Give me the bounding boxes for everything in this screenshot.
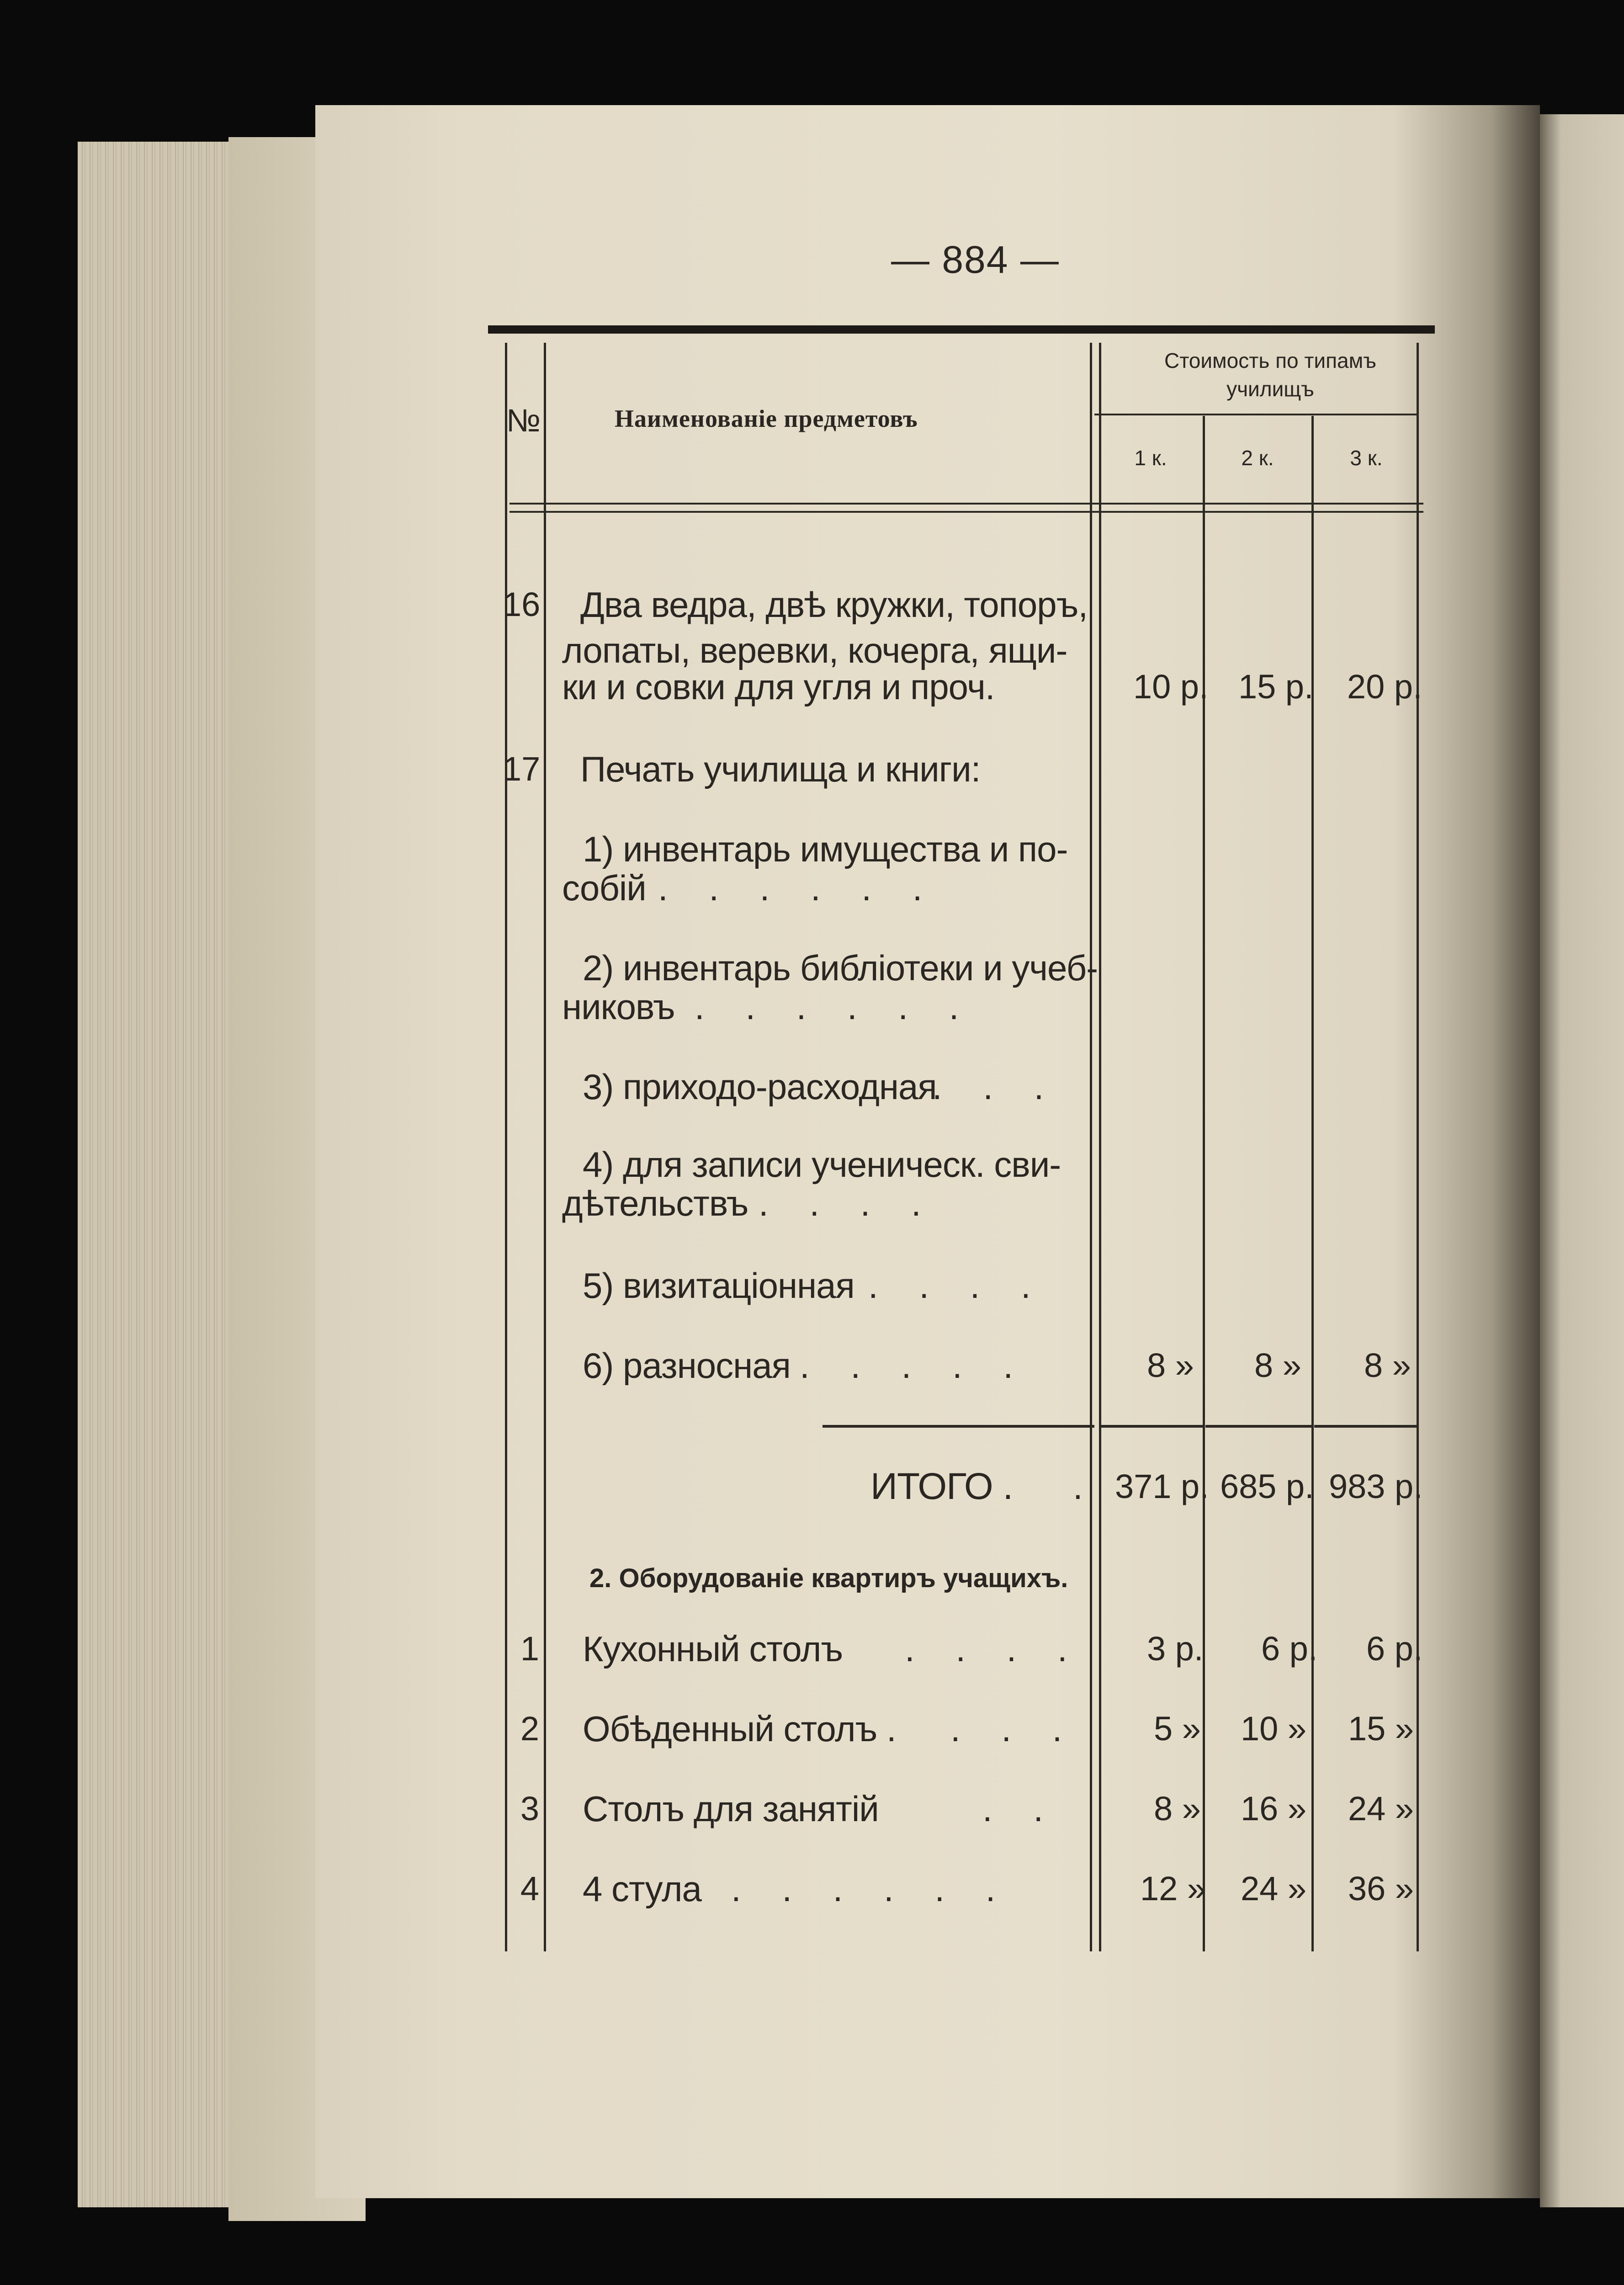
item-text-line: Два ведра, двѣ кружки, топоръ, [580, 585, 1088, 625]
price-3k: 6 р. [1366, 1630, 1423, 1668]
header-item-name: Наименованіе предметовъ [615, 405, 918, 432]
total-rule [823, 1425, 1094, 1428]
price-2k: 24 » [1241, 1870, 1307, 1908]
total-3k: 983 р. [1329, 1467, 1423, 1505]
row-number: 4 [520, 1870, 539, 1908]
price-1k: 8 » [1154, 1790, 1201, 1828]
row-number: 1 [520, 1630, 539, 1668]
item-name: Столъ для занятій [583, 1789, 879, 1829]
item-text-line: 5) визитаціонная [583, 1265, 854, 1306]
item-text-line: лопаты, веревки, кочерга, ящи- [562, 630, 1067, 670]
header-col-3k: 3 к. [1350, 446, 1383, 470]
header-number: № [506, 403, 541, 438]
table-right-border [1417, 343, 1419, 1951]
col-name-divider-b [1099, 343, 1101, 1951]
item-text-line: собій [562, 868, 646, 908]
total-label: ИТОГО . [870, 1466, 1013, 1507]
col-1k-divider [1203, 416, 1205, 1951]
leader-dots: . . [982, 1789, 1059, 1829]
item-text-line: никовъ [562, 987, 675, 1027]
item-name: Обѣденный столъ . [583, 1709, 896, 1749]
price-3k: 20 р. [1347, 668, 1422, 706]
total-rule [1101, 1425, 1203, 1428]
leader-dots: . . . [932, 1067, 1060, 1107]
page-number: — 884 — [891, 238, 1060, 281]
price-3k: 36 » [1348, 1870, 1414, 1908]
leader-dots: . . . . . [800, 1345, 1029, 1386]
price-2k: 15 р. [1238, 668, 1314, 706]
leader-dots: . . . . . . [658, 868, 938, 908]
item-text-line: ки и совки для угля и проч. [562, 667, 995, 707]
section-title: 2. Оборудованіе квартиръ учащихъ. [589, 1563, 1068, 1593]
header-divider-cost [1094, 414, 1417, 415]
leader-dots: . . . [950, 1709, 1078, 1749]
item-text-line: 3) приходо-расходная [583, 1067, 937, 1107]
col-no-divider [544, 343, 546, 1951]
price-1k: 10 р. [1133, 668, 1209, 706]
item-text-line: 6) разносная [583, 1345, 791, 1386]
row-number: 16 [503, 585, 541, 623]
price-1k: 5 » [1154, 1710, 1201, 1748]
header-col-1k: 1 к. [1134, 446, 1167, 470]
item-name: Кухонный столъ [583, 1629, 843, 1669]
price-3k: 8 » [1364, 1346, 1411, 1384]
header-col-2k: 2 к. [1241, 446, 1274, 470]
leader-dots: . . . . . . [731, 1869, 1011, 1909]
table-top-rule [488, 325, 1435, 334]
price-1k: 3 р. [1147, 1630, 1204, 1668]
price-2k: 10 » [1241, 1710, 1307, 1748]
header-bottom-rule-1 [509, 503, 1423, 505]
header-bottom-rule-2 [509, 511, 1423, 513]
row-number: 3 [520, 1790, 539, 1828]
leader-dots: . . . . [868, 1265, 1046, 1306]
price-3k: 24 » [1348, 1790, 1414, 1828]
col-name-divider-a [1090, 343, 1092, 1951]
price-3k: 15 » [1348, 1710, 1414, 1748]
total-rule [1205, 1425, 1311, 1428]
row-number: 2 [520, 1710, 539, 1748]
price-1k: 8 » [1147, 1346, 1194, 1384]
col-2k-divider [1311, 416, 1314, 1951]
price-1k: 12 » [1140, 1870, 1206, 1908]
header-cost-by-type: Стоимость по типамъ училищъ [1164, 349, 1376, 401]
total-2k: 685 р. [1220, 1467, 1314, 1505]
price-2k: 8 » [1254, 1346, 1301, 1384]
item-text-line: 4) для записи ученическ. сви- [583, 1144, 1061, 1185]
item-text-line: дѣтельствъ [562, 1183, 748, 1223]
item-text-line: 2) инвентарь библіотеки и учеб- [583, 948, 1098, 988]
total-rule [1314, 1425, 1417, 1428]
leader-dots: . . . . [905, 1629, 1083, 1669]
facing-page-edge [1540, 114, 1624, 2207]
leader-dots: . . . . . . [695, 987, 975, 1027]
total-1k: 371 р. [1115, 1467, 1209, 1505]
row-number: 17 [503, 750, 541, 788]
price-2k: 6 р. [1261, 1630, 1318, 1668]
total-dot: . [1073, 1467, 1083, 1507]
price-2k: 16 » [1241, 1790, 1307, 1828]
item-name: 4 стула [583, 1869, 701, 1909]
leader-dots: . . . . [759, 1183, 937, 1223]
item-text-line: 1) инвентарь имущества и по- [583, 829, 1068, 869]
item-text-line: Печать училища и книги: [580, 749, 981, 789]
